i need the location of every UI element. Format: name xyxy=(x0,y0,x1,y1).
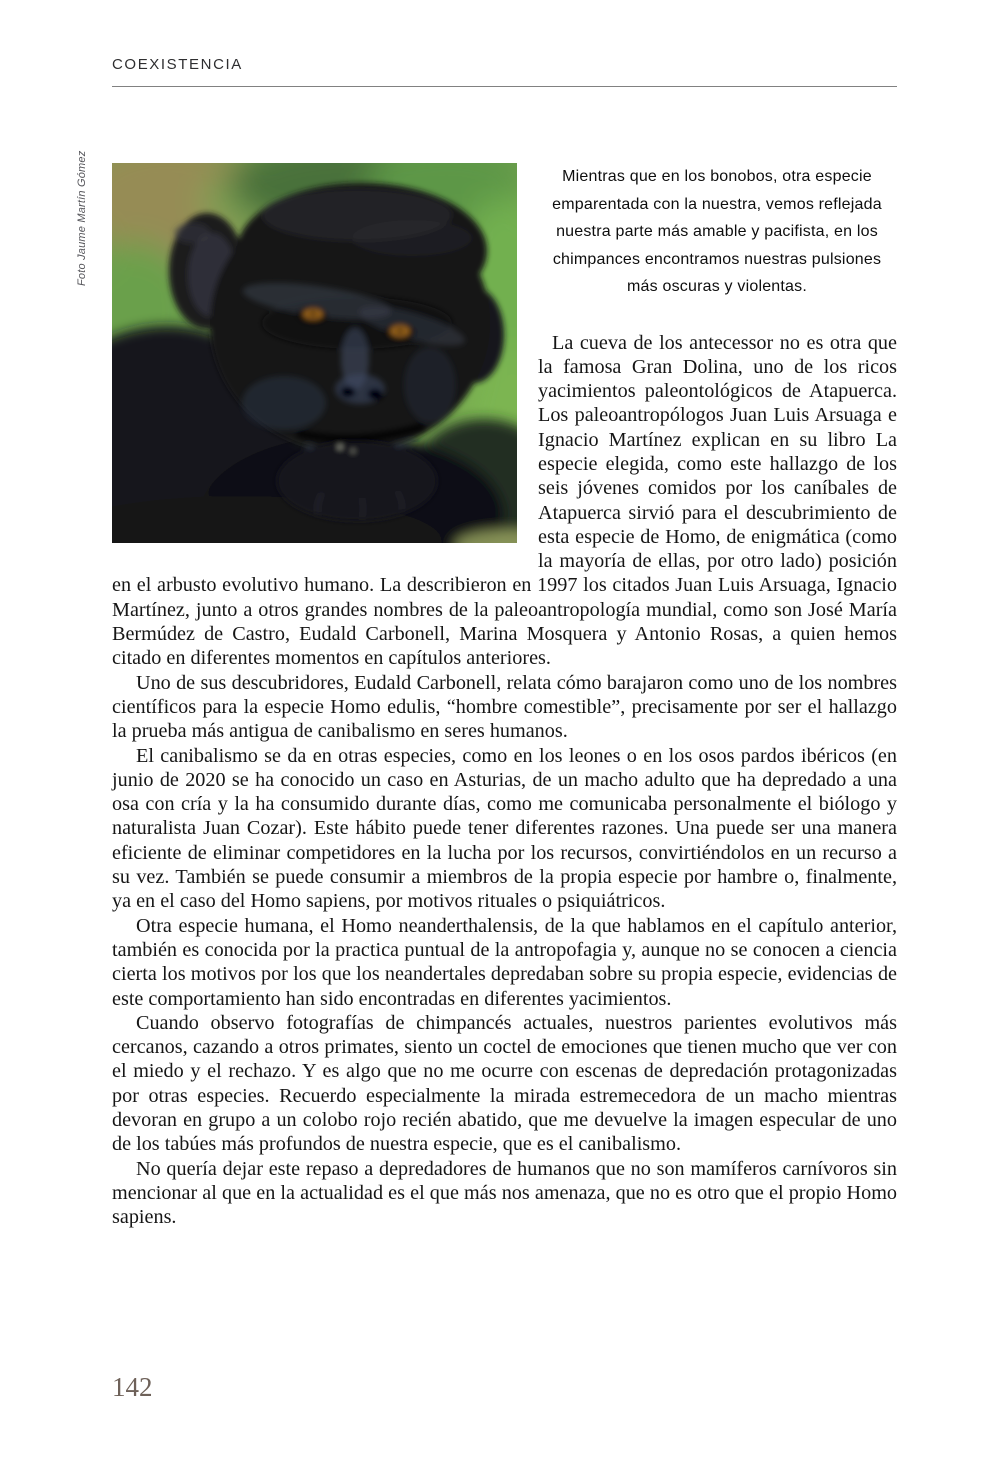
intro-caption: Mientras que en los bonobos, otra especie emparentada con la nuestra, vemos reflejada nuestra parte más amable y pacifista, en los chimpances encontramos nuestras pulsiones más oscuras y violentas. xyxy=(552,168,882,295)
body-paragraph: Uno de sus descubridores, Eudald Carbonell, relata cómo barajaron como uno de los nombres científicos para la especie Homo edulis, “hombre comestible”, precisamente por ser el hallazgo la prueba más antigua de canibalismo en seres humanos. xyxy=(112,671,897,743)
chimpanzee-photo xyxy=(112,163,538,563)
page-content xyxy=(112,163,897,1229)
body-paragraph: Otra especie humana, el Homo neanderthalensis, de la que hablamos en el capítulo anterior, también es conocida por la practica puntual de la antropofagia y, aunque no se conocen a ciencia cierta los motivos por los que los neandertales depredaban sobre su propia especie, evidencias de este comportamiento han sido encontradas en diferentes yacimientos. xyxy=(112,914,897,1010)
body-paragraph: No quería dejar este repaso a depredadores de humanos que no son mamíferos carnívoros sin mencionar al que en la actualidad es el que más nos amenaza, que no es otro que el propio Homo sapiens. xyxy=(112,1157,897,1229)
chimpanzee-illustration xyxy=(112,163,517,543)
page-number: 142 xyxy=(112,1372,153,1402)
section-title: COEXISTENCIA xyxy=(112,56,243,73)
photo-credit: Foto Jaume Martín Gómez xyxy=(76,150,88,286)
body-paragraph: El canibalismo se da en otras especies, como en los leones o en los osos pardos ibéricos (en junio de 2020 se ha conocido un caso en Asturias, de un macho adulto que ha depredado a una osa con cría y la ha consumido durante días, como me comunicaba personalmente el biólogo y naturalista Juan Cozar). Este hábito puede tener diferentes razones. Una puede ser una manera eficiente de eliminar competidores en la lucha por los recursos, convirtiéndolos en un recurso a su vez. También se puede consumir a miembros de la propia especie por hambre o, finalmente, ya en el caso del Homo sapiens, por motivos rituales o psiquiátricos. xyxy=(112,744,897,913)
body-paragraph: La cueva de los antecessor no es otra que la famosa Gran Dolina, uno de los ricos yacimientos paleontológicos de Atapuerca. Los paleoantropólogos Juan Luis Arsuaga e Ignacio Martínez explican en su libro La especie elegida, como este hallazgo de los seis jóvenes comidos por los caníbales de Atapuerca sirvió para el descubrimiento de esta especie de Homo, de enigmática (como la mayoría de ellas, por otro lado) posición en el arbusto evolutivo humano. La describieron en 1997 los citados Juan Luis Arsuaga, Ignacio Martínez, junto a otros grandes nombres de la paleoantropología mundial, como son José María Bermúdez de Castro, Eudald Carbonell, Marina Mosquera y Antonio Rosas, a quien hemos citado en diferentes momentos en capítulos anteriores. xyxy=(112,331,897,670)
section-header xyxy=(112,0,897,87)
body-paragraph: Cuando observo fotografías de chimpancés actuales, nuestros parientes evolutivos más cercanos, cazando a otros primates, siento un coctel de emociones que tienen mucho que ver con el miedo y el rechazo. Y es algo que no me ocurre con escenas de depredación protagonizadas por otras especies. Recuerdo especialmente la mirada estremecedora de un macho mientras devoran en grupo a un colobo rojo recién abatido, que me devuelve la imagen especular de uno de los tabúes más profundos de nuestra especie, que es el canibalismo. xyxy=(112,1011,897,1156)
